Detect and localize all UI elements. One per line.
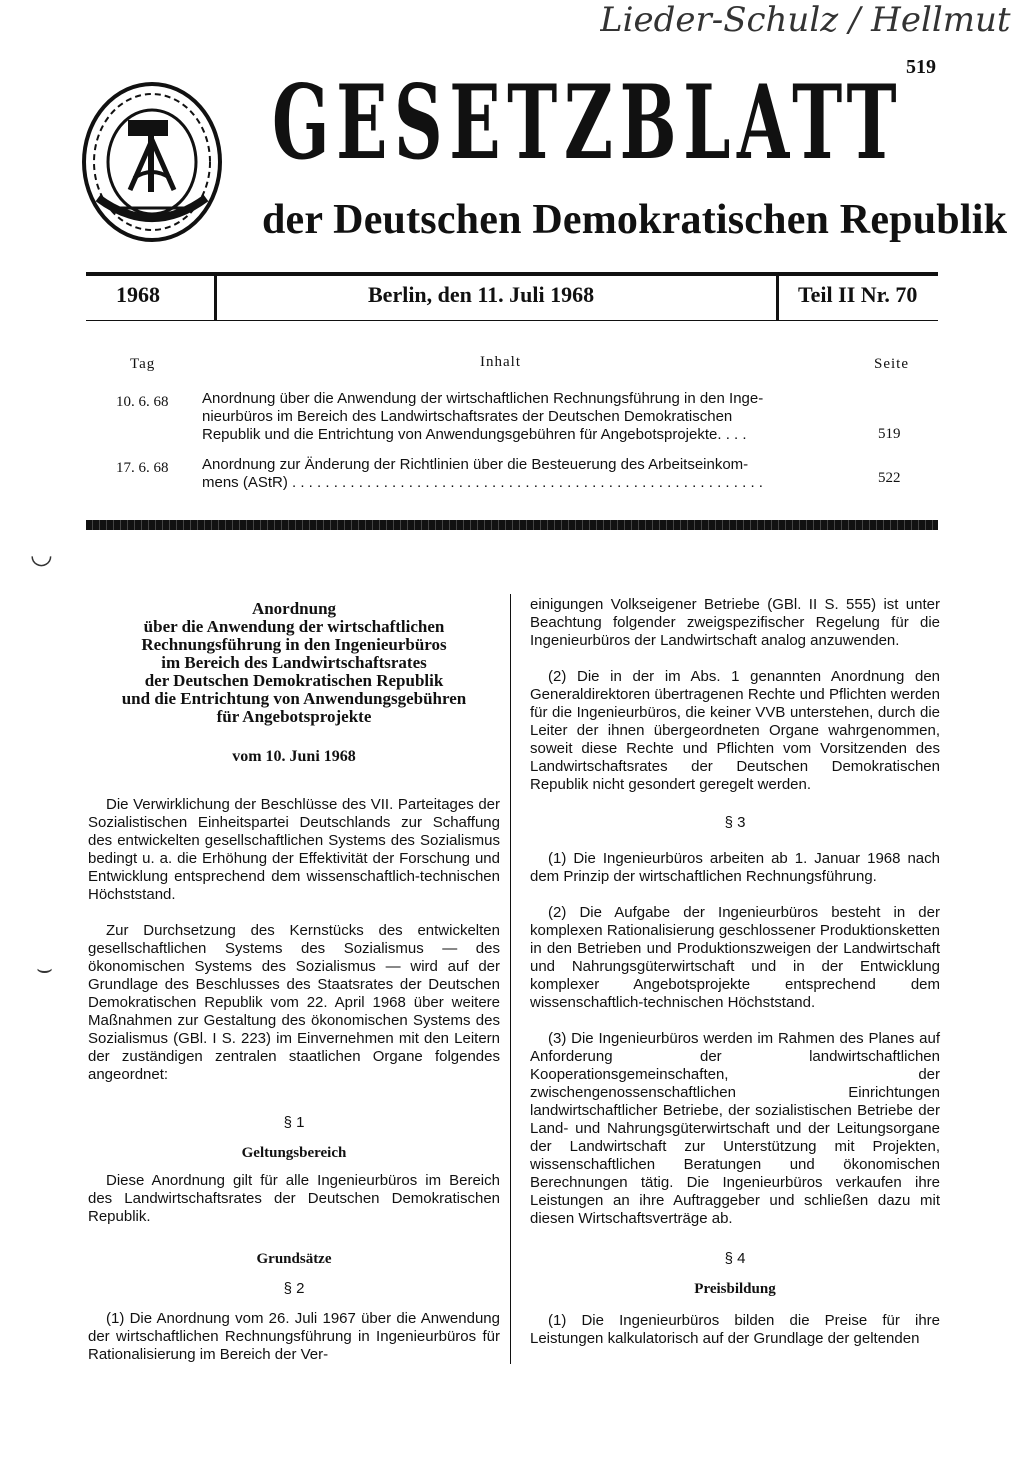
section-number: § 2	[283, 1280, 305, 1297]
section-para: (1) Die Ingenieurbüros bilden die Preise für ihre Leistungen kalkulatorisch auf der Grundlage der geltenden	[530, 1312, 940, 1347]
masthead-title: GESETZBLATT	[272, 63, 904, 183]
handwritten-note: Lieder-Schulz / Hellmut	[600, 0, 1011, 40]
margin-mark: ⌣	[36, 954, 54, 983]
issue-divider	[776, 276, 779, 320]
toc-col-day: Tag	[130, 356, 156, 372]
section-number: § 1	[283, 1114, 305, 1131]
section-number: § 4	[724, 1250, 746, 1267]
issue-part: Teil II Nr. 70	[798, 282, 918, 307]
masthead-subtitle: der Deutschen Demokratischen Republik	[262, 197, 1008, 243]
toc-entry-text	[202, 456, 842, 492]
title-line: über die Anwendung der wirtschaftlichen	[143, 617, 445, 636]
title-line: und die Entrichtung von Anwendungsgebühren	[121, 689, 467, 708]
preamble-para: Zur Durchsetzung des Kernstücks des entwickelten gesellschaftlichen Systems des Sozialismus — des ökonomischen Systems des Sozialismus — wird auf der Grundlage des Beschlusses des Staatsrates der Deutschen Demokratischen Republik vom 22. April 1968 über weitere Maßnahmen zur Gestaltung des ökonomischen Systems des Sozialismus (GBl. I S. 223) im Einvernehmen mit den Leitern der zuständigen zentralen staatlichen Organe folgendes angeordnet:	[88, 922, 500, 1083]
toc-entry-line: Republik und die Entrichtung von Anwendungsgebühren für Angebotsprojekte. . . .	[202, 426, 747, 443]
toc-entry-page: 522	[878, 470, 901, 486]
column-divider	[510, 594, 511, 1364]
section-para: einigungen Volkseigener Betriebe (GBl. II S. 555) ist unter Beachtung folgender zweigspezifischer Regelung für die Ingenieurbüros der Landwirtschaft analog anzuwenden.	[530, 596, 940, 649]
section-para: (3) Die Ingenieurbüros werden im Rahmen des Planes auf Anforderung der landwirtschaftlichen Kooperationsgemeinschaften, der zwischengenossenschaftlichen Einrichtungen landwirtschaftlicher Betriebe, der sozialistischen Betriebe der Land- und Nahrungsgüterwirtschaft und der Leitungsorgane der Landwirtschaft zur Unterstützung mit Projekten, wissenschaftlichen Beratungen und ökonomischen Berechnungen tätig. Die Ingenieurbüros verkaufen ihre Leistungen an ihre Auftraggeber und schließen dazu mit diesen Wirtschaftsverträge ab.	[530, 1030, 940, 1227]
section-title: Geltungsbereich	[241, 1145, 347, 1161]
regulation-date: vom 10. Juni 1968	[232, 748, 356, 765]
section-rule	[86, 520, 938, 530]
section-title: Preisbildung	[694, 1281, 776, 1297]
regulation-title	[88, 600, 500, 726]
section-number: § 3	[724, 814, 746, 831]
issue-bar	[86, 272, 938, 321]
section-para: (1) Die Ingenieurbüros arbeiten ab 1. Januar 1968 nach dem Prinzip der wirtschaftlichen Rechnungsführung.	[530, 850, 940, 885]
title-line: der Deutschen Demokratischen Republik	[144, 671, 444, 690]
title-line: für Angebotsprojekte	[216, 707, 372, 726]
section-para: Diese Anordnung gilt für alle Ingenieurbüros im Bereich des Landwirtschaftsrates der Deutschen Demokratischen Republik.	[88, 1172, 500, 1225]
left-column	[88, 600, 500, 1364]
preamble-para: Die Verwirklichung der Beschlüsse des VII. Parteitages der Sozialistischen Einheitspartei Deutschlands zur Schaffung des entwickelten gesellschaftlichen Systems des Sozialismus bedingt u. a. die Erhöhung der Effektivität der Forschung und Entwicklung entsprechend dem wissenschaftlich-technischen Höchststand.	[88, 796, 500, 903]
issue-divider	[214, 276, 217, 320]
section-title: Grundsätze	[256, 1251, 332, 1267]
toc-entry-page: 519	[878, 426, 901, 442]
title-line: Anordnung	[251, 599, 337, 618]
toc-entry-text	[202, 390, 842, 444]
issue-year: 1968	[116, 282, 160, 307]
toc-entry-line: mens (AStR) . . . . . . . . . . . . . . . . . . . . . . . . . . . . . . . . . . . . . . . . . . . . . . . . . . . . . . . . .	[202, 474, 763, 491]
toc-entry-date: 10. 6. 68	[116, 394, 169, 410]
toc-entry-date: 17. 6. 68	[116, 460, 169, 476]
toc-entry-line: Anordnung über die Anwendung der wirtschaftlichen Rechnungsführung in den Inge-	[202, 390, 764, 407]
title-line: Rechnungsführung in den Ingenieurbüros	[141, 635, 447, 654]
section-para: (2) Die in der im Abs. 1 genannten Anordnung den Generaldirektoren übertragenen Rechte und Pflichten werden für die Ingenieurbüros, die keiner VVB unterstehen, durch die Leiter der ihnen übergeordneten Organe wahrgenommen, soweit diese Rechte und Pflichten vom Vorsitzenden des Landwirtschaftsrates der Deutschen Demokratischen Republik nicht gesondert geregelt werden.	[530, 668, 940, 793]
gdr-emblem-icon	[78, 78, 226, 246]
right-column	[530, 596, 940, 1348]
section-para: (2) Die Aufgabe der Ingenieurbüros besteht in der komplexen Rationalisierung geschlossener Produktionsketten in den Betrieben und Produktionszweigen der Landwirtschaft und Nahrungsgüterwirtschaft und in der Entwicklung komplexer Angebotsprojekte entsprechend dem wissenschaftlich-technischen Höchststand.	[530, 904, 940, 1011]
toc-col-content: Inhalt	[480, 354, 521, 370]
title-line: im Bereich des Landwirtschaftsrates	[161, 653, 427, 672]
toc-entry-line: Anordnung zur Änderung der Richtlinien über die Besteuerung des Arbeitseinkom-	[202, 456, 749, 473]
page-number: 519	[906, 56, 936, 78]
section-para: (1) Die Anordnung vom 26. Juli 1967 über die Anwendung der wirtschaftlichen Rechnungsführung in Ingenieurbüros für Rationalisierung im Bereich der Ver-	[88, 1310, 500, 1363]
toc-entry-line: nieurbüros im Bereich des Landwirtschaftsrates der Deutschen Demokratischen	[202, 408, 733, 425]
margin-mark: ◡	[30, 540, 53, 569]
toc-col-page: Seite	[874, 356, 909, 372]
issue-place-date: Berlin, den 11. Juli 1968	[368, 282, 595, 307]
